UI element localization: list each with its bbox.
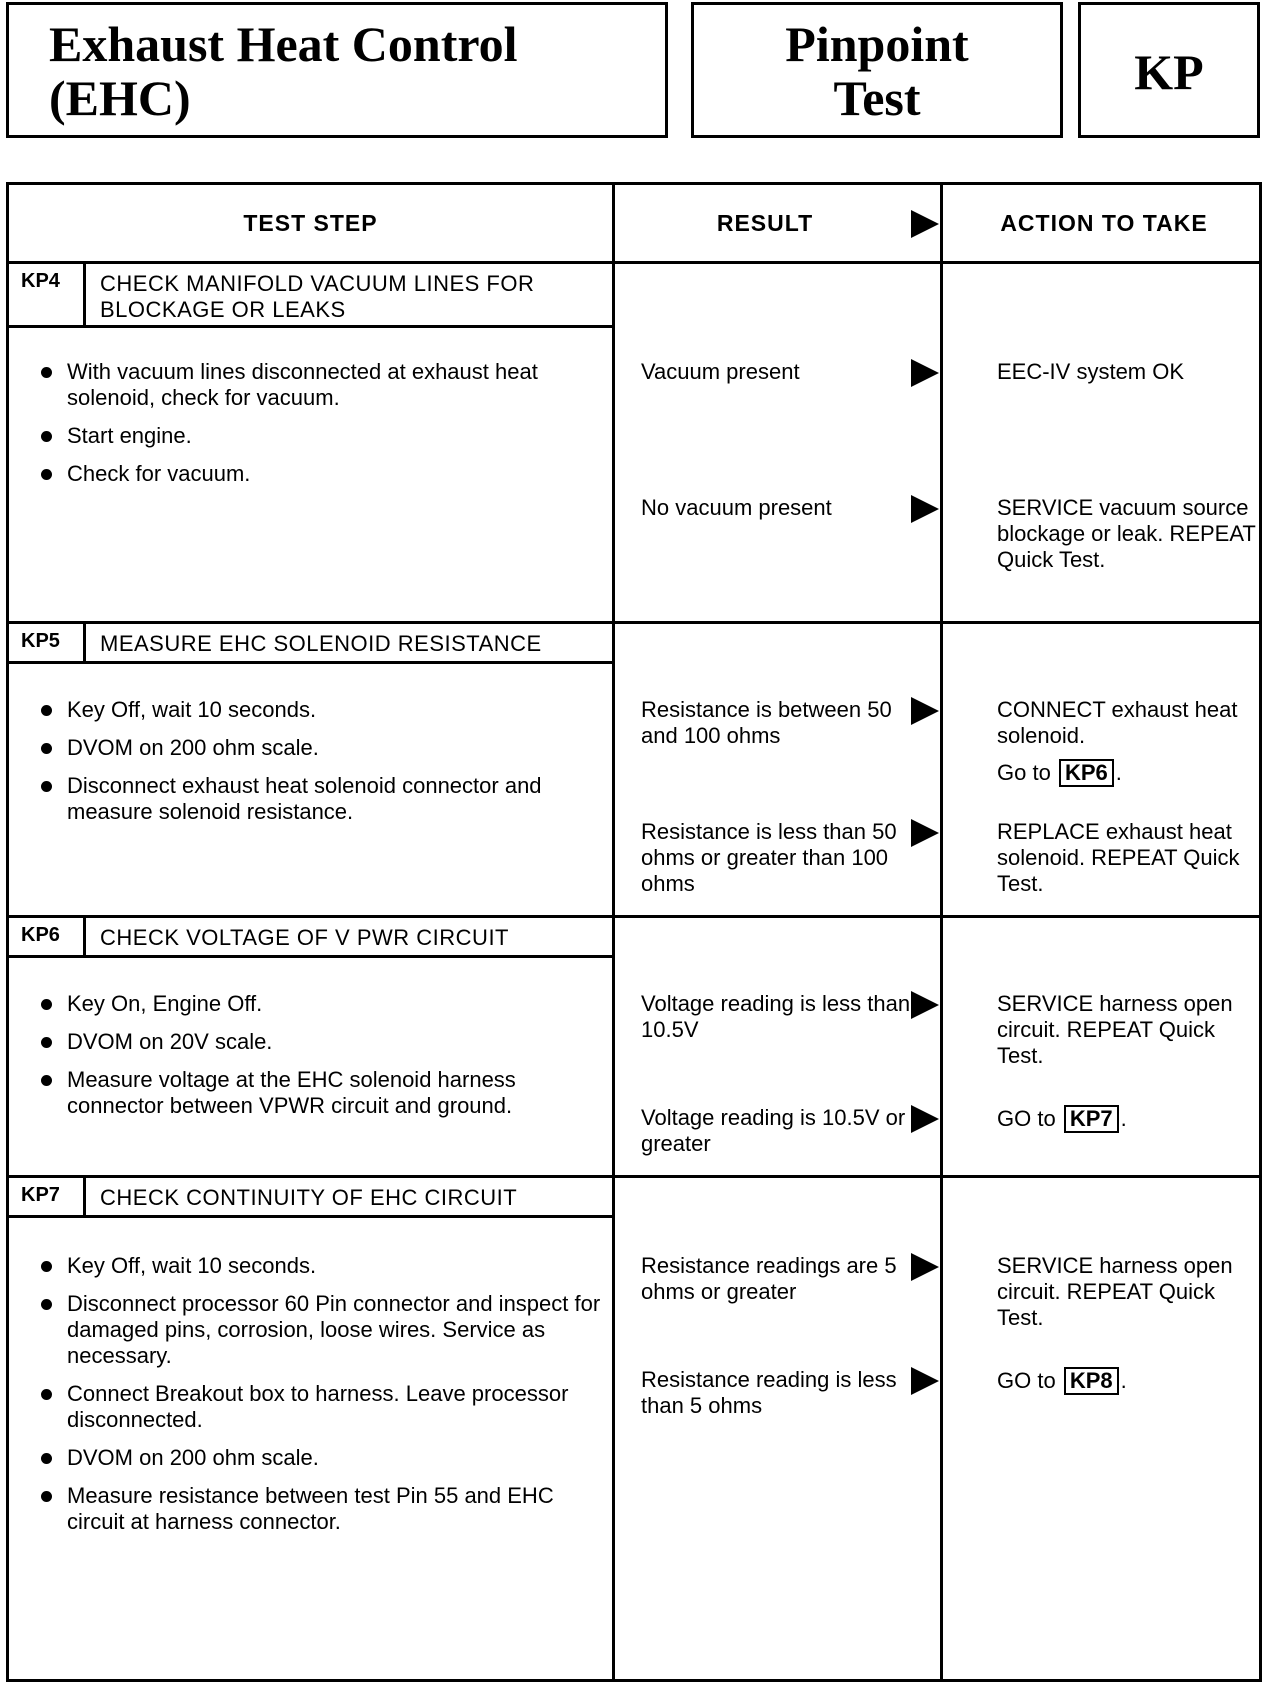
go-to-instruction: GO to KP8 .	[997, 1368, 1127, 1393]
step-title-divider	[9, 955, 615, 958]
test-type-label: Pinpoint Test	[785, 16, 969, 126]
column-divider	[612, 185, 615, 1679]
step-title-divider	[9, 661, 615, 664]
go-to-instruction: Go to KP6 .	[997, 760, 1122, 785]
step-id-kp6: KP6	[9, 918, 86, 958]
step-instructions-kp6	[35, 991, 605, 1131]
result-text: Resistance readings are 5 ohms or greater	[641, 1253, 897, 1304]
result-text: Resistance is between 50 and 100 ohms	[641, 697, 892, 748]
arrow-icon	[911, 991, 939, 1019]
action-text: SERVICE harness open circuit. REPEAT Quick Test.	[997, 991, 1233, 1068]
action-block	[997, 697, 1257, 797]
action-text: REPLACE exhaust heat solenoid. REPEAT Quick Test.	[997, 819, 1240, 896]
test-code-box	[1078, 2, 1260, 138]
list-item: Key On, Engine Off.	[35, 991, 605, 1017]
step-title-divider	[9, 1215, 615, 1218]
step-title-kp7: CHECK CONTINUITY OF EHC CIRCUIT	[100, 1185, 518, 1210]
result-text: No vacuum present	[641, 495, 832, 520]
list-item: With vacuum lines disconnected at exhaust heat solenoid, check for vacuum.	[35, 359, 605, 411]
list-item: Measure voltage at the EHC solenoid harness connector between VPWR circuit and ground.	[35, 1067, 605, 1119]
step-id-kp4: KP4	[9, 264, 86, 328]
arrow-icon	[911, 819, 939, 847]
list-item: Measure resistance between test Pin 55 and EHC circuit at harness connector.	[35, 1483, 605, 1535]
arrow-icon	[911, 210, 939, 238]
row-divider	[9, 261, 1259, 264]
arrow-icon	[911, 1105, 939, 1133]
step-instructions-kp7	[35, 1253, 605, 1547]
arrow-icon	[911, 1367, 939, 1395]
column-header-test-step: TEST STEP	[243, 209, 378, 236]
result-text: Resistance is less than 50 ohms or greater than 100 ohms	[641, 819, 897, 896]
step-id-kp7: KP7	[9, 1178, 86, 1218]
arrow-icon	[911, 697, 939, 725]
test-type-box	[691, 2, 1063, 138]
pinpoint-test-table	[6, 182, 1262, 1682]
list-item: Key Off, wait 10 seconds.	[35, 697, 605, 723]
result-text: Voltage reading is 10.5V or greater	[641, 1105, 906, 1156]
list-item: Key Off, wait 10 seconds.	[35, 1253, 605, 1279]
list-item: DVOM on 200 ohm scale.	[35, 1445, 605, 1471]
step-id-kp5: KP5	[9, 624, 86, 664]
list-item: DVOM on 200 ohm scale.	[35, 735, 605, 761]
result-text: Resistance reading is less than 5 ohms	[641, 1367, 897, 1418]
row-divider	[9, 915, 1259, 918]
list-item: Start engine.	[35, 423, 605, 449]
list-item: Disconnect processor 60 Pin connector and inspect for damaged pins, corrosion, loose wires. Service as necessary.	[35, 1291, 605, 1369]
step-reference-kp8: KP8	[1064, 1367, 1119, 1395]
action-text: SERVICE vacuum source blockage or leak. REPEAT Quick Test.	[997, 495, 1256, 572]
step-title-kp4: CHECK MANIFOLD VACUUM LINES FOR BLOCKAGE OR LEAKS	[100, 271, 535, 322]
column-header-result: RESULT	[716, 209, 814, 236]
test-code: KP	[1134, 44, 1204, 100]
list-item: Check for vacuum.	[35, 461, 605, 487]
document-title: Exhaust Heat Control (EHC)	[49, 16, 518, 126]
step-title-kp5: MEASURE EHC SOLENOID RESISTANCE	[100, 631, 542, 656]
arrow-icon	[911, 359, 939, 387]
row-divider	[9, 621, 1259, 624]
step-title-kp6: CHECK VOLTAGE OF V PWR CIRCUIT	[100, 925, 509, 950]
document-title-box	[6, 2, 668, 138]
list-item: DVOM on 20V scale.	[35, 1029, 605, 1055]
step-instructions-kp4	[35, 359, 605, 499]
arrow-icon	[911, 1253, 939, 1281]
go-to-instruction: GO to KP7 .	[997, 1106, 1127, 1131]
row-divider	[9, 1175, 1259, 1178]
arrow-icon	[911, 495, 939, 523]
column-header-action: ACTION TO TAKE	[1000, 209, 1208, 236]
result-text: Voltage reading is less than 10.5V	[641, 991, 911, 1042]
result-text: Vacuum present	[641, 359, 800, 384]
action-text: CONNECT exhaust heat solenoid.	[997, 697, 1238, 748]
step-instructions-kp5	[35, 697, 605, 837]
list-item: Disconnect exhaust heat solenoid connector and measure solenoid resistance.	[35, 773, 605, 825]
step-reference-kp7: KP7	[1064, 1105, 1119, 1133]
step-reference-kp6: KP6	[1059, 759, 1114, 787]
action-text: SERVICE harness open circuit. REPEAT Quick Test.	[997, 1253, 1233, 1330]
step-title-divider	[9, 325, 615, 328]
column-divider	[940, 185, 943, 1679]
list-item: Connect Breakout box to harness. Leave processor disconnected.	[35, 1381, 605, 1433]
action-text: EEC-IV system OK	[997, 359, 1185, 384]
